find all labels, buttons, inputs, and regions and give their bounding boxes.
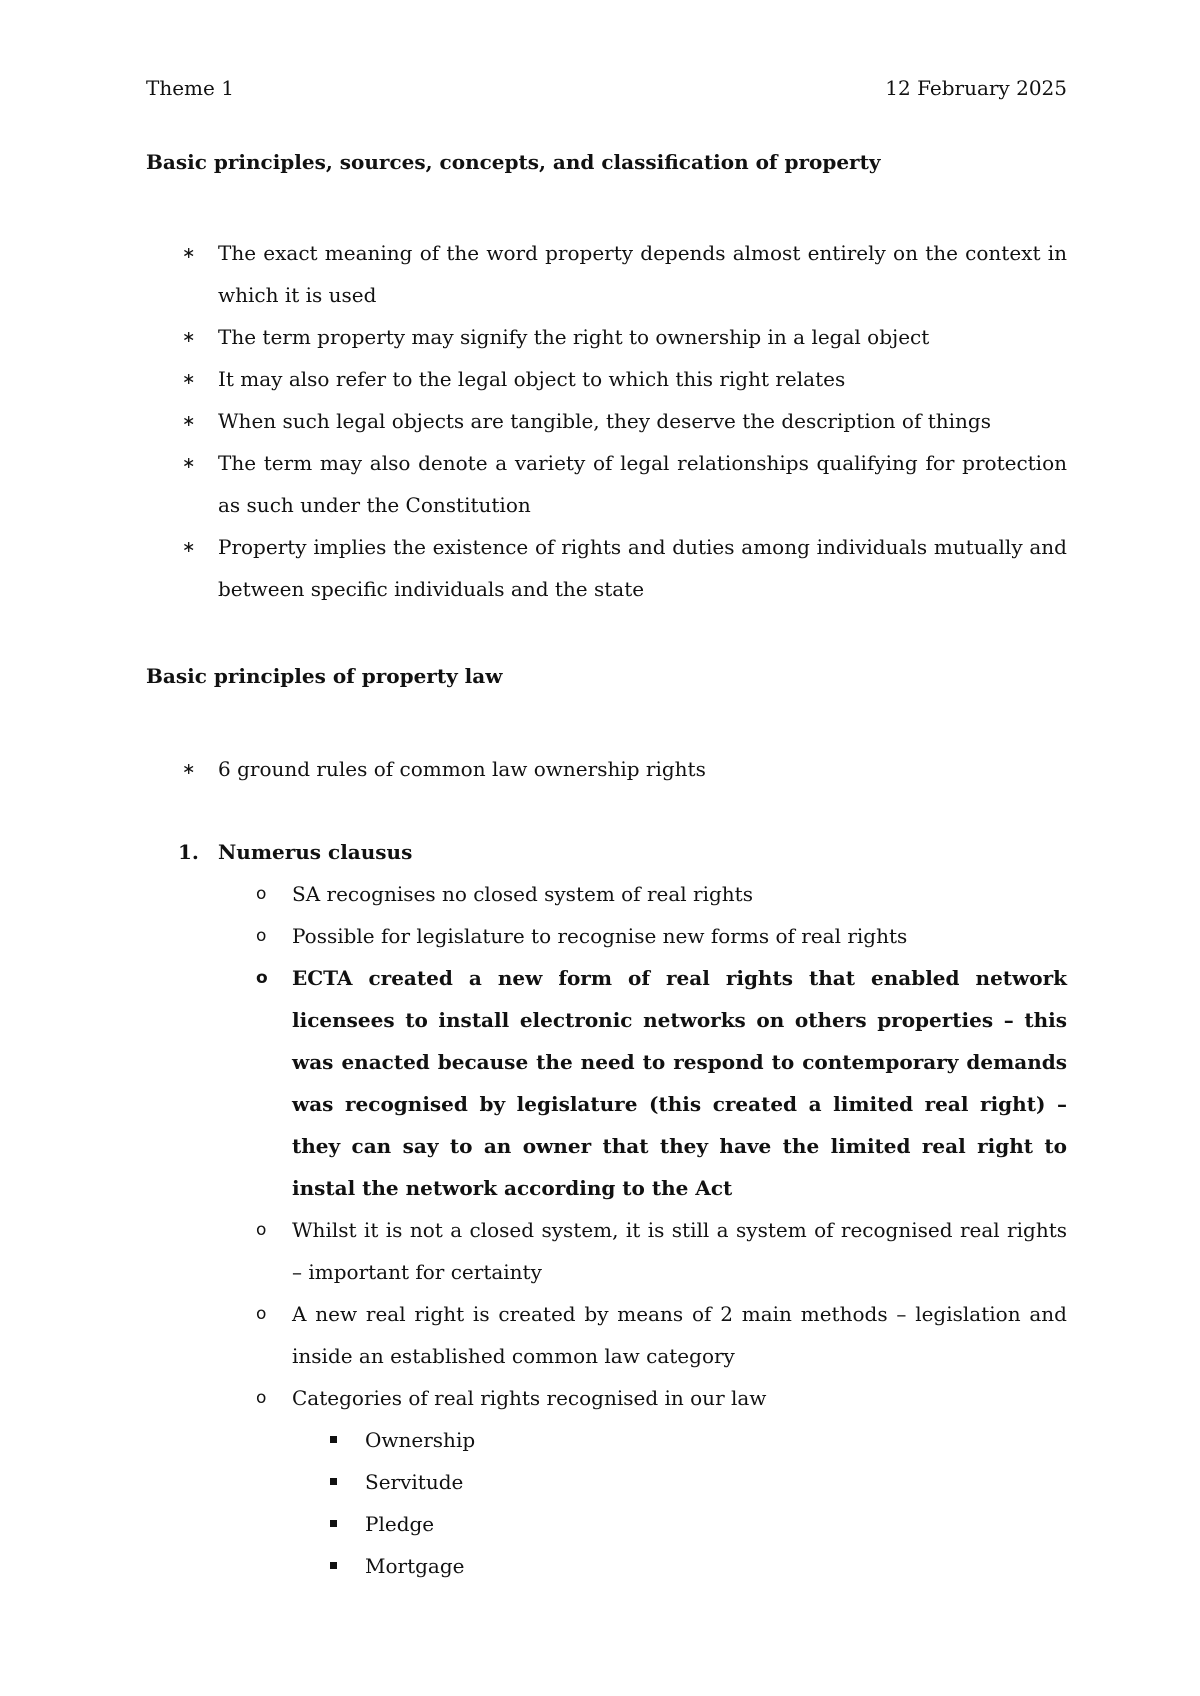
list-item: ∗ The exact meaning of the word property depends almost entirely on the context in which it is used	[146, 232, 1067, 316]
asterisk-bullet-icon: ∗	[182, 759, 196, 778]
header-theme: Theme 1	[146, 76, 234, 100]
list-item: Ownership	[365, 1419, 1067, 1461]
circle-bullet-icon: o	[256, 1388, 267, 1408]
circle-bullet-icon: o	[256, 884, 267, 904]
section-heading-property: Basic principles, sources, concepts, and classification of property	[146, 150, 881, 174]
square-bullet-icon	[330, 1436, 337, 1443]
list-item-emphasis: o ECTA created a new form of real rights that enabled network licensees to install electronic networks on others properties – this was enacted because the need to respond to contemporary demands was recognised by legislature (this created a limited real right) – they can say to an owner that they have the limited real right to instal the network according to the Act	[292, 957, 1067, 1209]
asterisk-bullet-icon: ∗	[182, 453, 196, 472]
list-item: Pledge	[365, 1503, 1067, 1545]
ground-rules-list	[146, 748, 1067, 790]
circle-bullet-icon: o	[256, 1304, 267, 1324]
numbered-heading	[146, 831, 1067, 873]
asterisk-bullet-icon: ∗	[182, 411, 196, 430]
asterisk-bullet-icon: ∗	[182, 369, 196, 388]
list-item: ∗ The term property may signify the right to ownership in a legal object	[146, 316, 1067, 358]
circle-bullet-icon: o	[256, 968, 268, 988]
real-rights-categories	[292, 1419, 1067, 1587]
list-item: o Possible for legislature to recognise new forms of real rights	[292, 915, 1067, 957]
list-item: o SA recognises no closed system of real rights	[292, 873, 1067, 915]
list-item: o A new real right is created by means of 2 main methods – legislation and inside an established common law category	[292, 1293, 1067, 1377]
numbered-heading-text: Numerus clausus	[218, 840, 413, 864]
square-bullet-icon	[330, 1478, 337, 1485]
list-item: o Whilst it is not a closed system, it is still a system of recognised real rights – important for certainty	[292, 1209, 1067, 1293]
list-item: ∗ It may also refer to the legal object to which this right relates	[146, 358, 1067, 400]
property-meaning-list	[146, 232, 1067, 610]
circle-bullet-icon: o	[256, 926, 267, 946]
list-item: Mortgage	[365, 1545, 1067, 1587]
square-bullet-icon	[330, 1520, 337, 1527]
list-item: Servitude	[365, 1461, 1067, 1503]
asterisk-bullet-icon: ∗	[182, 537, 196, 556]
circle-bullet-icon: o	[256, 1220, 267, 1240]
section-heading-property-law: Basic principles of property law	[146, 664, 503, 688]
list-item: ∗ 6 ground rules of common law ownership rights	[146, 748, 1067, 790]
list-item: o Categories of real rights recognised in our law Ownership Servitude Pledge Mortgage	[292, 1377, 1067, 1587]
numerus-clausus-section	[146, 831, 1067, 1587]
asterisk-bullet-icon: ∗	[182, 327, 196, 346]
asterisk-bullet-icon: ∗	[182, 243, 196, 262]
square-bullet-icon	[330, 1562, 337, 1569]
list-item: ∗ The term may also denote a variety of legal relationships qualifying for protection as such under the Constitution	[146, 442, 1067, 526]
list-number: 1.	[178, 840, 199, 864]
list-item: ∗ When such legal objects are tangible, they deserve the description of things	[146, 400, 1067, 442]
numerus-clausus-points	[146, 873, 1067, 1587]
list-item: ∗ Property implies the existence of rights and duties among individuals mutually and between specific individuals and the state	[146, 526, 1067, 610]
header-date: 12 February 2025	[885, 76, 1067, 100]
